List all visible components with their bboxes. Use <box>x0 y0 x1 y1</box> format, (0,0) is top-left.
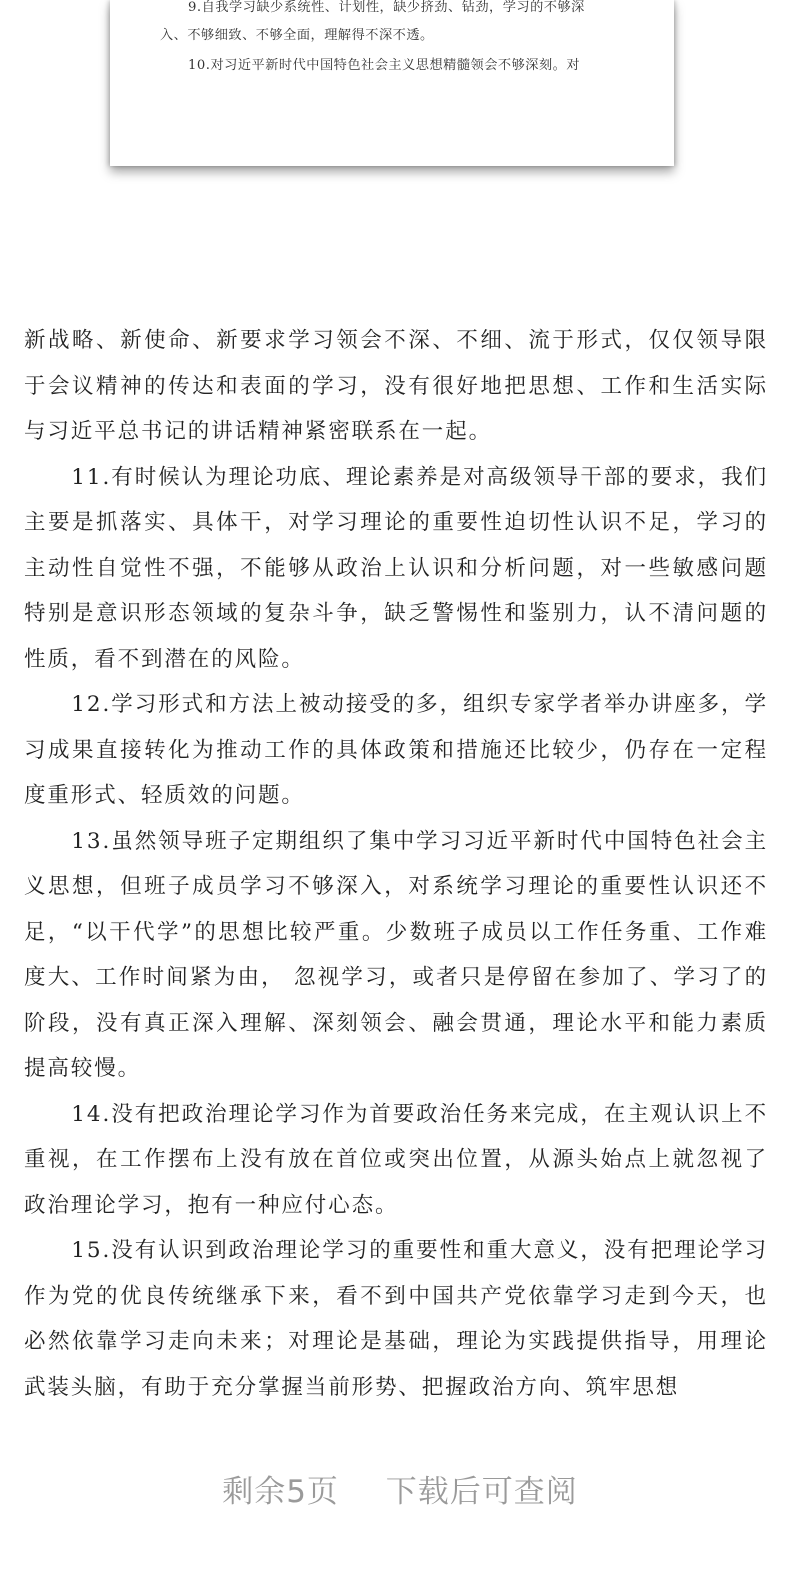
preview-line-2: 入、不够细致、不够全面，理解得不深不透。 <box>160 28 434 43</box>
paragraph-14: 14.没有把政治理论学习作为首要政治任务来完成，在主观认识上不重视，在工作摆布上没有放在首位或突出位置，从源头始点上就忽视了政治理论学习，抱有一种应付心态。 <box>24 1101 768 1218</box>
paragraph-12: 12.学习形式和方法上被动接受的多，组织专家学者举办讲座多，学习成果直接转化为推动工作的具体政策和措施还比较少，仍存在一定程度重形式、轻质效的问题。 <box>24 692 768 808</box>
download-prompt[interactable] <box>0 1466 800 1511</box>
paragraph-13: 13.虽然领导班子定期组织了集中学习习近平新时代中国特色社会主义思想，但班子成员学习不够深入，对系统学习理论的重要性认识还不足，“以干代学”的思想比较严重。少数班子成员以工作任务重、工作难度大、工作时间紧为由， 忽视学习，或者只是停留在参加了、学习了的阶段，没有真正深入理解、深刻领会、融会贯通，理论水平和能力素质提高较慢。 <box>24 828 768 1081</box>
remaining-pages-label[interactable]: 剩余5页 <box>222 1474 339 1510</box>
preview-line-3: 10.对习近平新时代中国特色社会主义思想精髓领会不够深刻。对 <box>188 58 581 73</box>
download-to-view-label[interactable]: 下载后可查阅 <box>385 1474 578 1510</box>
paragraph-11: 11.有时候认为理论功底、理论素养是对高级领导干部的要求，我们主要是抓落实、具体干，对学习理论的重要性迫切性认识不足，学习的主动性自觉性不强，不能够从政治上认识和分析问题，对一些敏感问题特别是意识形态领域的复杂斗争，缺乏警惕性和鉴别力，认不清问题的性质，看不到潜在的风险。 <box>24 464 768 672</box>
paragraph-continuation: 新战略、新使命、新要求学习领会不深、不细、流于形式，仅仅领导限于会议精神的传达和表面的学习，没有很好地把思想、工作和生活实际与习近平总书记的讲话精神紧密联系在一起。 <box>24 328 768 444</box>
preview-line-1: 9.自我学习缺少系统性、计划性，缺少挤劲、钻劲，学习的不够深 <box>188 0 585 15</box>
paragraph-15: 15.没有认识到政治理论学习的重要性和重大意义，没有把理论学习作为党的优良传统继承下来，看不到中国共产党依靠学习走到今天，也必然依靠学习走向未来；对理论是基础，理论为实践提供指导，用理论武装头脑，有助于充分掌握当前形势、把握政治方向、筑牢思想 <box>24 1238 768 1400</box>
preview-card <box>110 0 674 166</box>
document-body <box>24 318 768 1410</box>
